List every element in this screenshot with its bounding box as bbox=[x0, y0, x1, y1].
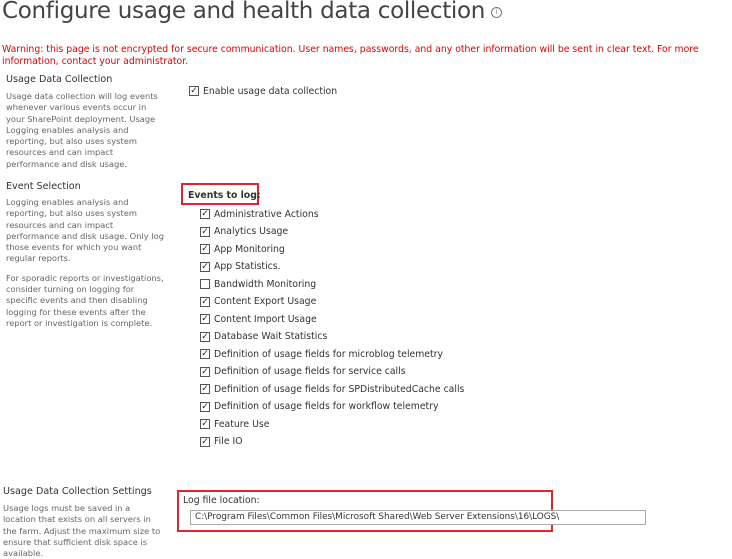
event-label: Administrative Actions bbox=[214, 208, 319, 220]
event-option[interactable] bbox=[200, 435, 243, 449]
event-option[interactable] bbox=[200, 242, 285, 256]
event-option[interactable] bbox=[200, 225, 288, 239]
enable-usage-collection-option[interactable] bbox=[189, 84, 337, 98]
event-checkbox[interactable]: ✓ bbox=[201, 244, 209, 254]
event-label: File IO bbox=[214, 436, 243, 447]
event-checkbox[interactable]: ✓ bbox=[201, 384, 209, 394]
event-checkbox[interactable]: ✓ bbox=[201, 314, 209, 324]
event-label: Analytics Usage bbox=[214, 226, 289, 237]
enable-usage-collection-checkbox[interactable]: ✓ bbox=[190, 86, 198, 96]
usage-section-description: Usage data collection will log events whenever various events occur in your SharePoint deployment. Usage Logging enables analysis and reporting, but also uses system resources and can impact performance and disk usage. bbox=[6, 91, 158, 169]
events-to-log-label: Events to log: bbox=[188, 190, 261, 201]
event-description-paragraph: For sporadic reports or investigations, consider turning on logging for specific events and then disabling logging for these events after the report or investigation is complete. bbox=[6, 272, 164, 328]
log-file-location-label: Log file location: bbox=[183, 495, 260, 506]
event-checkbox[interactable]: ✓ bbox=[201, 261, 209, 272]
event-option[interactable] bbox=[200, 312, 317, 326]
event-label: App Monitoring bbox=[214, 243, 285, 255]
event-option[interactable] bbox=[200, 365, 406, 379]
settings-section-description: Usage logs must be saved in a location that exists on all servers in the farm. Adjust the maximum size to ensure that sufficient disk space is available. bbox=[3, 503, 161, 559]
event-label: Feature Use bbox=[214, 418, 270, 430]
security-warning: Warning: this page is not encrypted for secure communication. User names, passwords, and any other information will be sent in clear text. For more information, contact your administrator. bbox=[2, 44, 699, 67]
info-icon[interactable]: i bbox=[491, 7, 502, 18]
event-checkbox[interactable]: ✓ bbox=[201, 436, 209, 447]
event-checkbox[interactable]: ✓ bbox=[201, 366, 209, 377]
event-label: Definition of usage fields for service calls bbox=[214, 366, 406, 377]
event-checkbox[interactable]: ✓ bbox=[201, 401, 209, 412]
event-label: Definition of usage fields for workflow telemetry bbox=[214, 401, 439, 412]
event-checkbox[interactable]: ✓ bbox=[201, 296, 209, 307]
event-label: Definition of usage fields for SPDistributedCache calls bbox=[214, 383, 465, 395]
event-label: Content Export Usage bbox=[214, 296, 317, 307]
event-section-description bbox=[6, 197, 164, 337]
event-checkbox[interactable]: ✓ bbox=[201, 331, 209, 342]
event-checkbox[interactable]: ✓ bbox=[201, 419, 209, 429]
event-option[interactable] bbox=[200, 382, 464, 396]
event-label: App Statistics. bbox=[214, 261, 281, 272]
event-option[interactable] bbox=[200, 295, 316, 309]
event-option[interactable] bbox=[200, 260, 281, 274]
event-option[interactable] bbox=[200, 330, 327, 344]
event-option[interactable] bbox=[200, 347, 443, 361]
enable-usage-collection-label: Enable usage data collection bbox=[203, 85, 338, 97]
event-section-title: Event Selection bbox=[6, 181, 81, 192]
event-checkbox[interactable] bbox=[200, 279, 210, 289]
event-option[interactable] bbox=[200, 417, 269, 431]
event-checkbox[interactable]: ✓ bbox=[201, 209, 209, 219]
event-option[interactable] bbox=[200, 277, 316, 291]
log-file-location-input[interactable]: C:\Program Files\Common Files\Microsoft Shared\Web Server Extensions\16\LOGS\ bbox=[190, 510, 646, 525]
page-title-text: Configure usage and health data collection bbox=[2, 0, 486, 24]
event-checkbox[interactable]: ✓ bbox=[201, 349, 209, 359]
settings-section-title: Usage Data Collection Settings bbox=[3, 486, 152, 497]
event-checkbox[interactable]: ✓ bbox=[201, 226, 209, 237]
event-option[interactable] bbox=[200, 400, 439, 414]
event-label: Definition of usage fields for microblog telemetry bbox=[214, 348, 443, 360]
page-title bbox=[2, 0, 502, 24]
event-label: Content Import Usage bbox=[214, 313, 317, 325]
event-description-paragraph: Logging enables analysis and reporting, but also uses system resources and can impact performance and disk usage. Only log those events for which you want regular reports. bbox=[6, 197, 164, 264]
event-label: Bandwidth Monitoring bbox=[214, 278, 317, 290]
event-option[interactable] bbox=[200, 207, 319, 221]
usage-section-title: Usage Data Collection bbox=[6, 74, 113, 85]
event-label: Database Wait Statistics bbox=[214, 331, 328, 342]
